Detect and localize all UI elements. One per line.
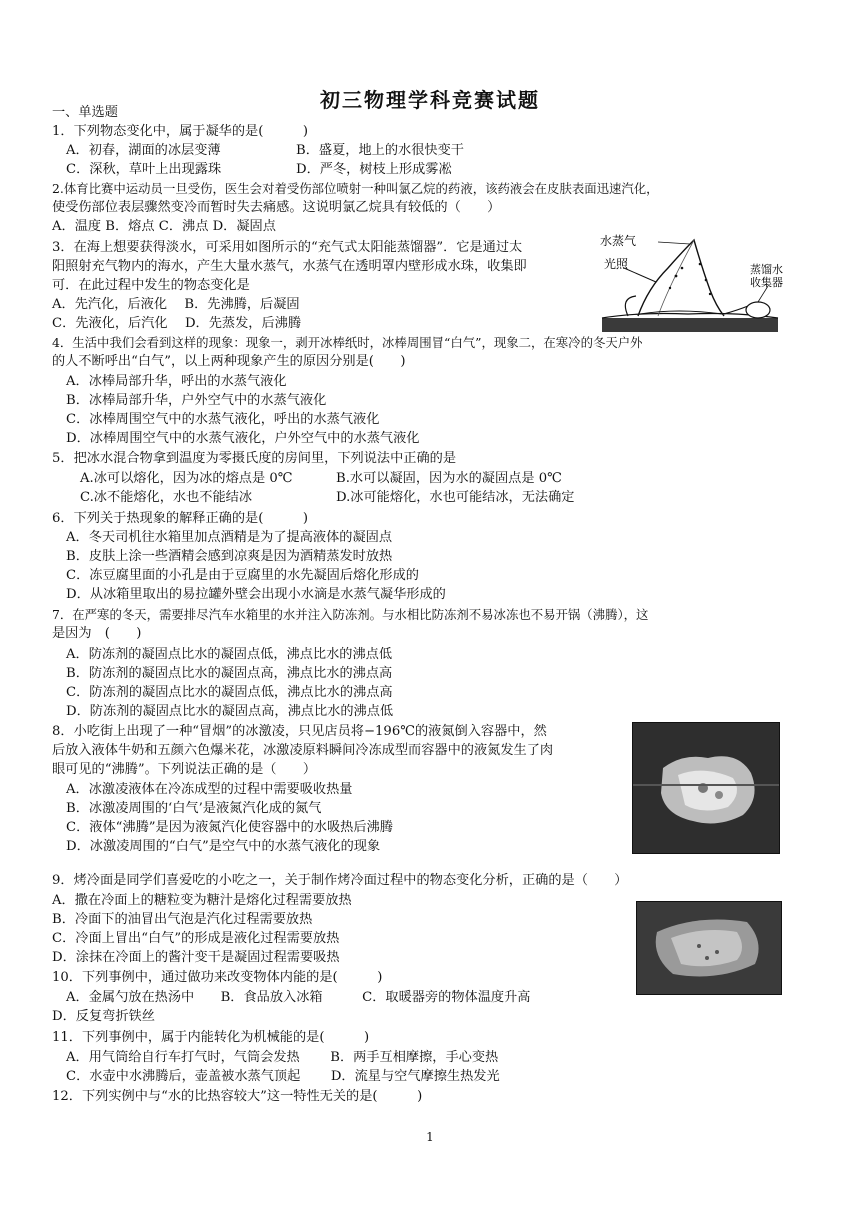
q4-option-a: A．冰棒局部升华，呼出的水蒸气液化 [66,374,287,389]
q3-line1: 3．在海上想要获得淡水，可采用如图所示的“充气式太阳能蒸馏器”．它是通过太 [52,240,523,255]
q1-option-d: D．严冬，树枝上形成雾凇 [296,162,452,177]
q2-line2: 使受伤部位表层骤然变冷而暂时失去痛感。这说明氯乙烷具有较低的（ ） [52,200,501,215]
q5-option-a: A.冰可以熔化，因为冰的熔点是 0℃ [80,471,293,486]
q6-stem: 6．下列关于热现象的解释正确的是( ) [52,511,309,526]
q7-option-b: B．防冻剂的凝固点比水的凝固点高，沸点比水的沸点高 [66,666,393,681]
q1-option-b: B．盛夏，地上的水很快变干 [296,143,464,158]
q11-stem: 11．下列事例中，属于内能转化为机械能的是( ) [52,1030,370,1045]
q8-option-b: B．冰激凌周围的‘白气’是液氮汽化成的氮气 [66,801,322,816]
q6-option-c: C．冻豆腐里面的小孔是由于豆腐里的水先凝固后熔化形成的 [66,568,419,583]
q5-stem: 5．把冰水混合物拿到温度为零摄氏度的房间里，下列说法中正确的是 [52,451,457,466]
q3-line3: 可．在此过程中发生的物态变化是 [52,278,250,293]
q7-option-a: A．防冻剂的凝固点比水的凝固点低，沸点比水的沸点低 [66,647,393,662]
q1-stem: 1．下列物态变化中，属于凝华的是( ) [52,124,309,139]
q9-stem: 9．烤冷面是同学们喜爱吃的小吃之一，关于制作烤冷面过程中的物态变化分析，正确的是（ ） [52,873,628,888]
q4-option-c: C．冰棒周围空气中的水蒸气液化，呼出的水蒸气液化 [66,412,380,427]
q5-option-d: D.冰可能熔化，水也可能结冰，无法确定 [336,490,575,505]
q9-option-b: B．冷面下的油冒出气泡是汽化过程需要放热 [52,912,313,927]
q4-option-d: D．冰棒周围空气中的水蒸气液化，户外空气中的水蒸气液化 [66,431,420,446]
q7-line2: 是因为 ( ) [52,626,142,641]
q9-option-a: A．撒在冷面上的糖粒变为糖汁是熔化过程需要放热 [52,893,352,908]
q8-line2: 后放入液体牛奶和五颜六色爆米花，冰激凌原料瞬间冷冻成型而容器中的液氮发生了肉 [52,743,554,758]
q1-option-a: A．初春，湖面的冰层变薄 [66,143,221,158]
q7-option-d: D．防冻剂的凝固点比水的凝固点高，沸点比水的沸点低 [66,704,394,719]
q8-option-c: C．液体“沸腾”是因为液氮汽化使容器中的水吸热后沸腾 [66,820,393,835]
q8-line1: 8．小吃街上出现了一种“冒烟”的冰激凌，只见店员将−196℃的液氮倒入容器中，然 [52,724,547,739]
q12-stem: 12．下列实例中与“水的比热容较大”这一特性无关的是( ) [52,1089,423,1104]
q8-line3: 眼可见的“沸腾”。下列说法正确的是（ ） [52,762,317,777]
q5-option-c: C.冰不能熔化，水也不能结冰 [80,490,253,505]
q7-option-c: C．防冻剂的凝固点比水的凝固点低，沸点比水的沸点高 [66,685,393,700]
q8-option-d: D．冰激凌周围的“白气”是空气中的水蒸气液化的现象 [66,839,381,854]
q2-options: A．温度 B．熔点 C．沸点 D．凝固点 [52,219,276,234]
fig-label-light: 光照 [604,257,629,271]
q4-option-b: B．冰棒局部升华，户外空气中的水蒸气液化 [66,393,327,408]
ice-cream-photo [632,722,780,854]
q10-stem: 10．下列事例中，通过做功来改变物体内能的是( ) [52,970,383,985]
page-number: 1 [426,1130,434,1144]
page-title: 初三物理学科竞赛试题 [320,88,540,112]
q3-options-ab: A．先汽化，后液化 B．先沸腾，后凝固 [52,297,300,312]
q8-option-a: A．冰激凌液体在冷冻成型的过程中需要吸收热量 [66,782,353,797]
cold-noodle-photo [636,901,782,995]
q3-options-cd: C．先液化，后汽化 D．先蒸发，后沸腾 [52,316,302,331]
q1-option-c: C．深秋，草叶上出现露珠 [66,162,222,177]
q9-option-d: D．涂抹在冷面上的酱汁变干是凝固过程需要吸热 [52,950,340,965]
q6-option-a: A．冬天司机往水箱里加点酒精是为了提高液体的凝固点 [66,530,393,545]
q10-option-d: D．反复弯折铁丝 [52,1009,155,1024]
section-heading: 一、单选题 [52,105,118,120]
q11-options-cd: C．水壶中水沸腾后，壶盖被水蒸气顶起 D．流星与空气摩擦生热发光 [66,1069,500,1084]
q4-line2: 的人不断呼出“白气”，以上两种现象产生的原因分别是( ) [52,354,406,369]
fig-label-vapor: 水蒸气 [600,234,637,248]
q3-line2: 阳照射充气物内的海水，产生大量水蒸气，水蒸气在透明罩内壁形成水珠，收集即 [52,259,527,274]
q11-options-ab: A．用气筒给自行车打气时，气筒会发热 B．两手互相摩擦，手心变热 [66,1050,499,1065]
solar-still-figure [598,228,798,338]
q10-options-abc: A．金属勺放在热汤中 B．食品放入冰箱 C．取暖器旁的物体温度升高 [66,990,531,1005]
q6-option-b: B．皮肤上涂一些酒精会感到凉爽是因为酒精蒸发时放热 [66,549,393,564]
q7-line1: 7．在严寒的冬天，需要排尽汽车水箱里的水并注入防冻剂。与水相比防冻剂不易冰冻也不易开锅（沸腾），这 [52,607,649,622]
q6-option-d: D．从冰箱里取出的易拉罐外壁会出现小水滴是水蒸气凝华形成的 [66,587,446,602]
q4-line1: 4．生活中我们会看到这样的现象：现象一，剥开冰棒纸时，冰棒周围冒“白气”，现象二，在寒冷的冬天户外 [52,335,643,350]
q9-option-c: C．冷面上冒出“白气”的形成是液化过程需要放热 [52,931,340,946]
q5-option-b: B.水可以凝固，因为水的凝固点是 0℃ [336,471,562,486]
fig-label-collector-2: 收集器 [750,276,783,289]
q2-line1: 2.体育比赛中运动员一旦受伤，医生会对着受伤部位喷射一种叫氯乙烷的药液，该药液会在皮肤表面迅速汽化， [52,181,659,196]
fig-label-collector-1: 蒸馏水 [750,263,783,276]
